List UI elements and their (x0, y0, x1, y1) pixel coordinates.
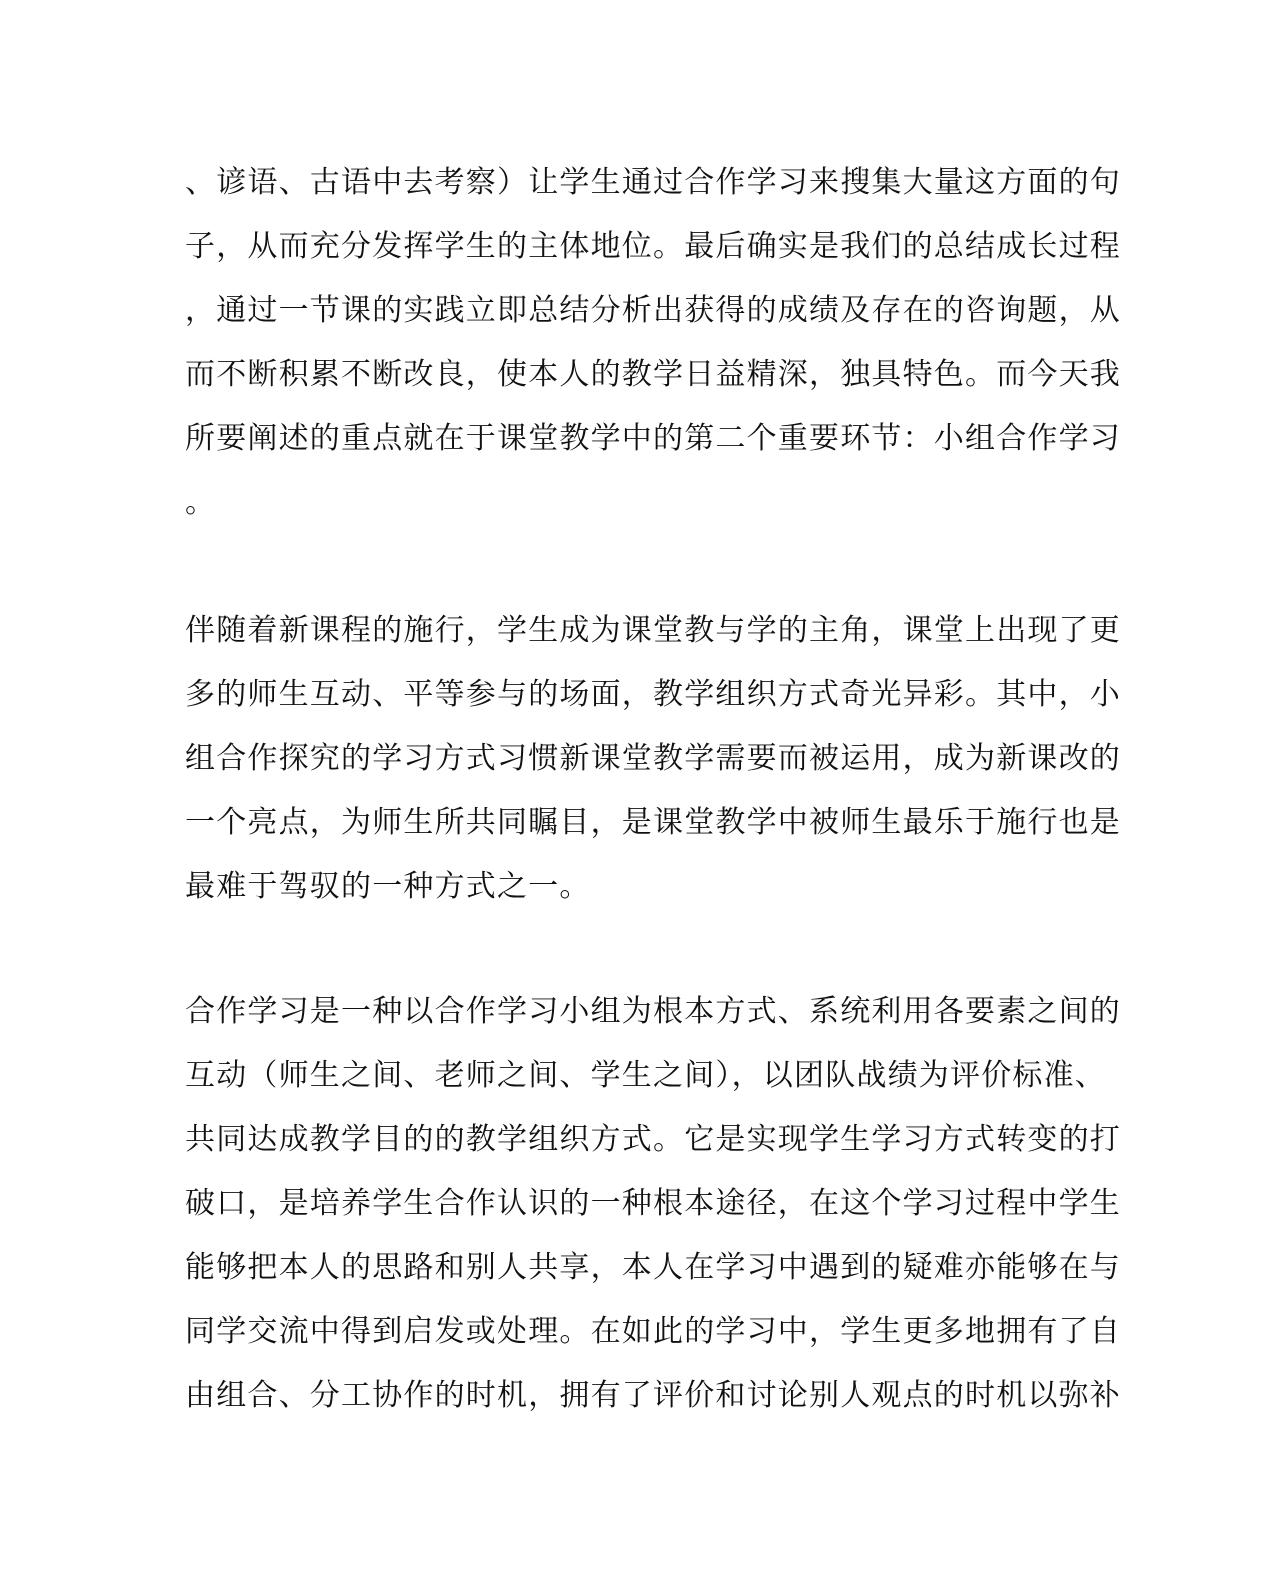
text-line: 、谚语、古语中去考察）让学生通过合作学习来搜集大量这方面的句 (185, 165, 1121, 200)
text-line: 互动（师生之间、老师之间、学生之间），以团队战绩为评价标准、 (185, 1058, 1106, 1093)
paragraph-3 (185, 980, 1121, 1428)
text-line: 一个亮点，为师生所共同瞩目，是课堂教学中被师生最乐于施行也是 (185, 805, 1121, 840)
paragraph-2 (185, 599, 1121, 919)
text-line: 组合作探究的学习方式习惯新课堂教学需要而被运用，成为新课改的 (185, 741, 1121, 776)
text-line: 同学交流中得到启发或处理。在如此的学习中，学生更多地拥有了自 (185, 1314, 1121, 1349)
text-line: 伴随着新课程的施行，学生成为课堂教与学的主角，课堂上出现了更 (185, 613, 1121, 648)
text-line: 而不断积累不断改良，使本人的教学日益精深，独具特色。而今天我 (185, 357, 1121, 392)
text-line: 最难于驾驭的一种方式之一。 (185, 869, 591, 904)
text-line: ，通过一节课的实践立即总结分析出获得的成绩及存在的咨询题，从 (185, 293, 1121, 328)
text-line: 能够把本人的思路和别人共享，本人在学习中遇到的疑难亦能够在与 (185, 1250, 1121, 1285)
text-line: 破口，是培养学生合作认识的一种根本途径，在这个学习过程中学生 (185, 1186, 1121, 1221)
text-line: 。 (185, 485, 217, 520)
text-line: 由组合、分工协作的时机，拥有了评价和讨论别人观点的时机以弥补 (185, 1378, 1121, 1413)
text-line: 子，从而充分发挥学生的主体地位。最后确实是我们的总结成长过程 (185, 229, 1121, 264)
text-line: 所要阐述的重点就在于课堂教学中的第二个重要环节：小组合作学习 (185, 421, 1121, 456)
text-line: 共同达成教学目的的教学组织方式。它是实现学生学习方式转变的打 (185, 1122, 1121, 1157)
text-line: 合作学习是一种以合作学习小组为根本方式、系统利用各要素之间的 (185, 994, 1121, 1029)
text-line: 多的师生互动、平等参与的场面，教学组织方式奇光异彩。其中，小 (185, 677, 1121, 712)
paragraph-1 (185, 151, 1121, 535)
